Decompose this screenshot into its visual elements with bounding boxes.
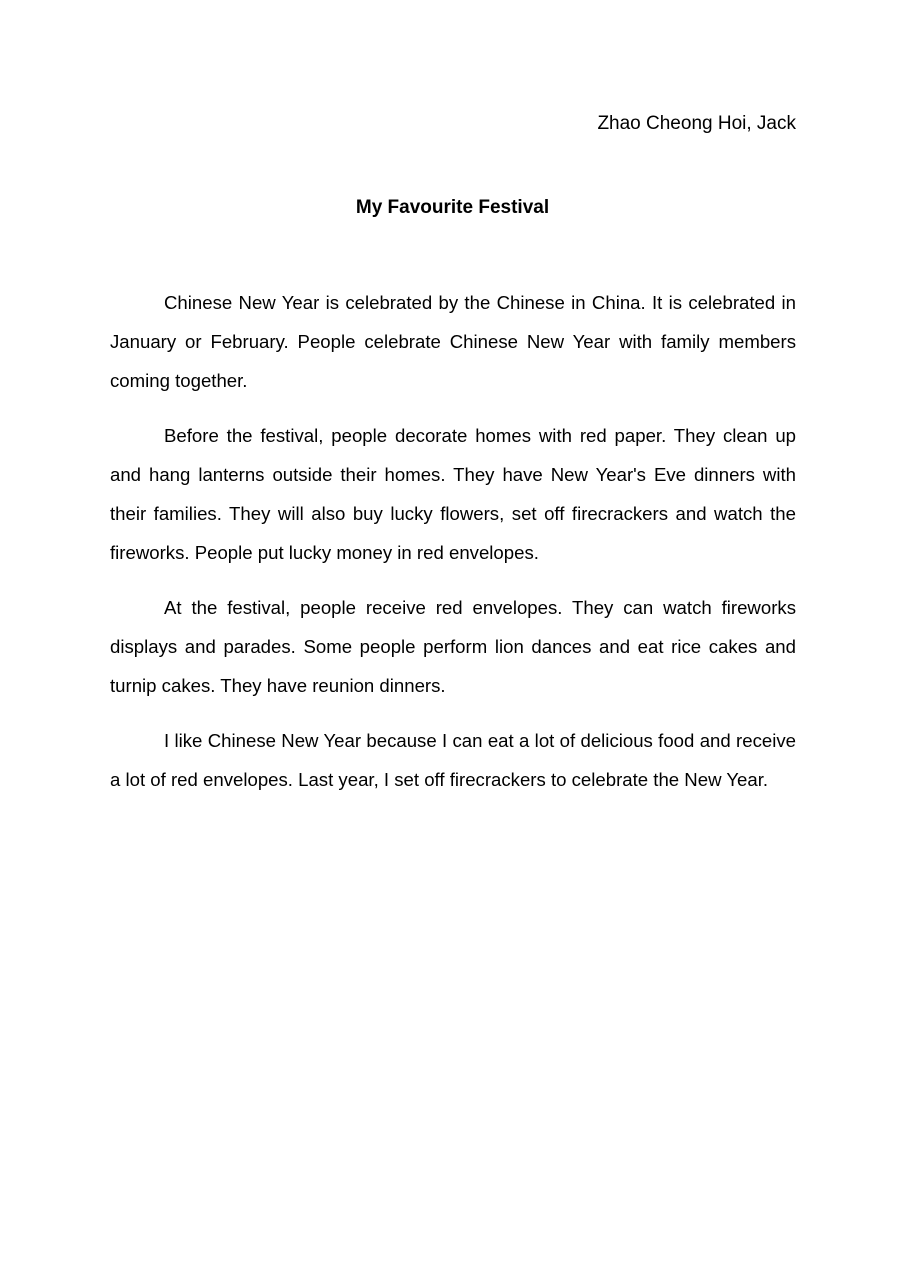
paragraph-2: Before the festival, people decorate homes with red paper. They clean up and hang lanterns outside their homes. They have New Year's Eve dinners with their families. They will also buy lucky flowers, set off firecrackers and watch the fireworks. People put lucky money in red envelopes. xyxy=(110,425,796,563)
document-body xyxy=(110,283,796,815)
paragraph-3: At the festival, people receive red envelopes. They can watch fireworks displays and parades. Some people perform lion dances and eat rice cakes and turnip cakes. They have reunion dinners. xyxy=(110,597,796,696)
author-name: Zhao Cheong Hoi, Jack xyxy=(597,113,796,134)
document-title: My Favourite Festival xyxy=(355,197,550,218)
paragraph-1: Chinese New Year is celebrated by the Chinese in China. It is celebrated in January or February. People celebrate Chinese New Year with family members coming together. xyxy=(110,292,796,391)
paragraph-4: I like Chinese New Year because I can eat a lot of delicious food and receive a lot of red envelopes. Last year, I set off firecrackers to celebrate the New Year. xyxy=(110,730,796,790)
